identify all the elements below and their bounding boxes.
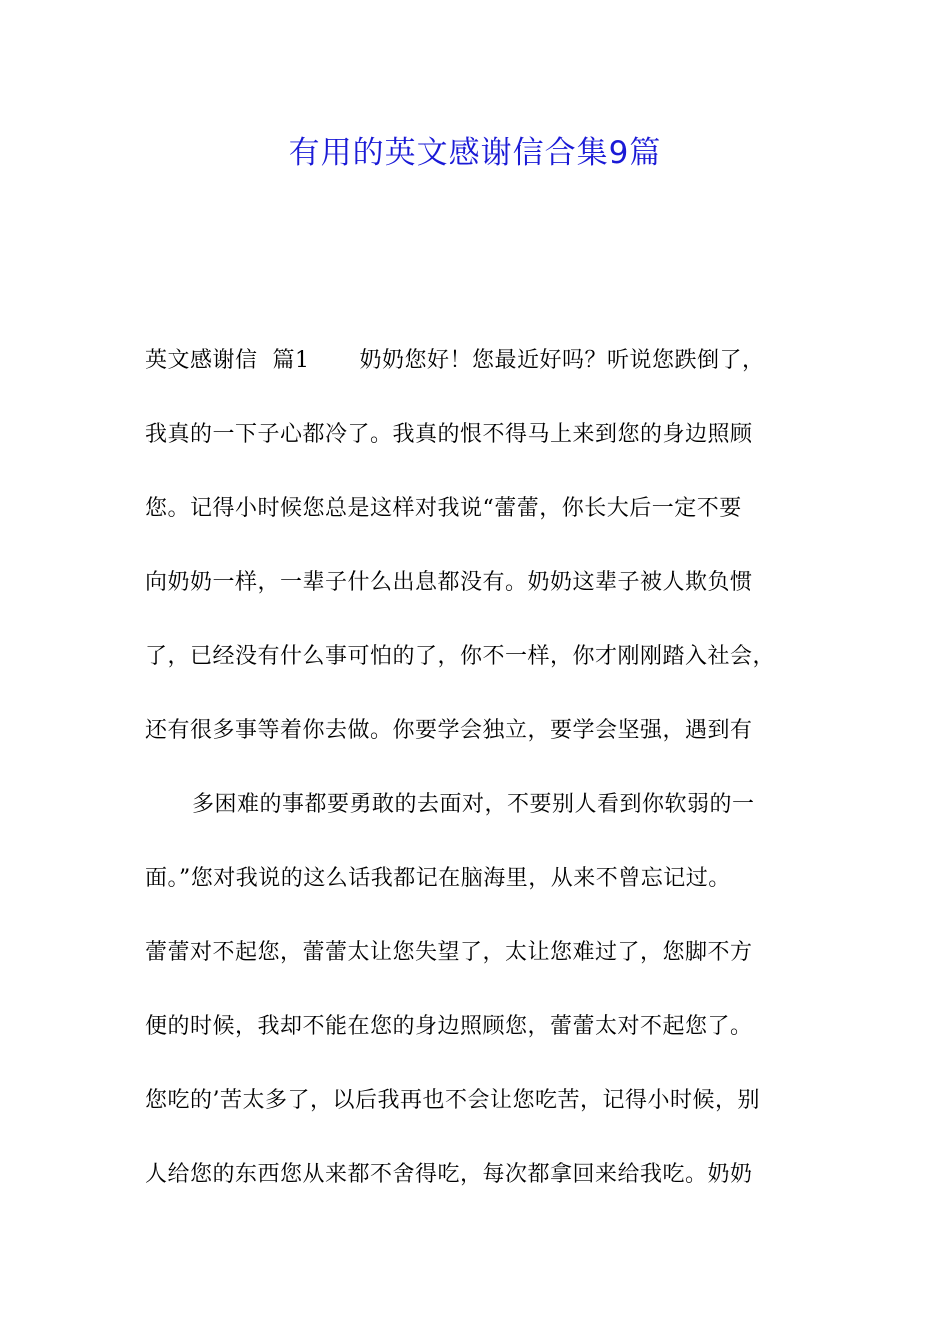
text-line: 我真的一下子心都冷了。我真的恨不得马上来到您的身边照顾	[145, 422, 753, 447]
text-line: 人给您的东西您从来都不舍得吃，每次都拿回来给我吃。奶奶	[145, 1162, 753, 1187]
text-line: 您。记得小时候您总是这样对我说“蕾蕾，你长大后一定不要	[145, 496, 742, 521]
text-line: 奶奶您好！您最近好吗？听说您跌倒了，	[359, 348, 765, 373]
document-title: 有用的英文感谢信合集9篇	[288, 135, 662, 171]
text-line: 便的时候，我却不能在您的身边照顾您，蕾蕾太对不起您了。	[145, 1014, 753, 1039]
text-line: 蕾蕾对不起您，蕾蕾太让您失望了，太让您难过了，您脚不方	[145, 940, 753, 965]
text-line: 面。”您对我说的这么话我都记在脑海里，从来不曾忘记过。	[145, 866, 731, 891]
document-body	[145, 336, 825, 1224]
text-line: 还有很多事等着你去做。你要学会独立，要学会坚强，遇到有	[145, 718, 753, 743]
text-line: 了，已经没有什么事可怕的了，你不一样，你才刚刚踏入社会，	[145, 644, 776, 669]
section-heading: 英文感谢信 篇1	[145, 348, 310, 373]
text-line-indented: 多困难的事都要勇敢的去面对，不要别人看到你软弱的一	[192, 792, 755, 817]
text-line-1	[145, 336, 825, 410]
text-line: 向奶奶一样，一辈子什么出息都没有。奶奶这辈子被人欺负惯	[145, 570, 753, 595]
text-line: 您吃的’苦太多了，以后我再也不会让您吃苦，记得小时候，别	[145, 1088, 760, 1113]
